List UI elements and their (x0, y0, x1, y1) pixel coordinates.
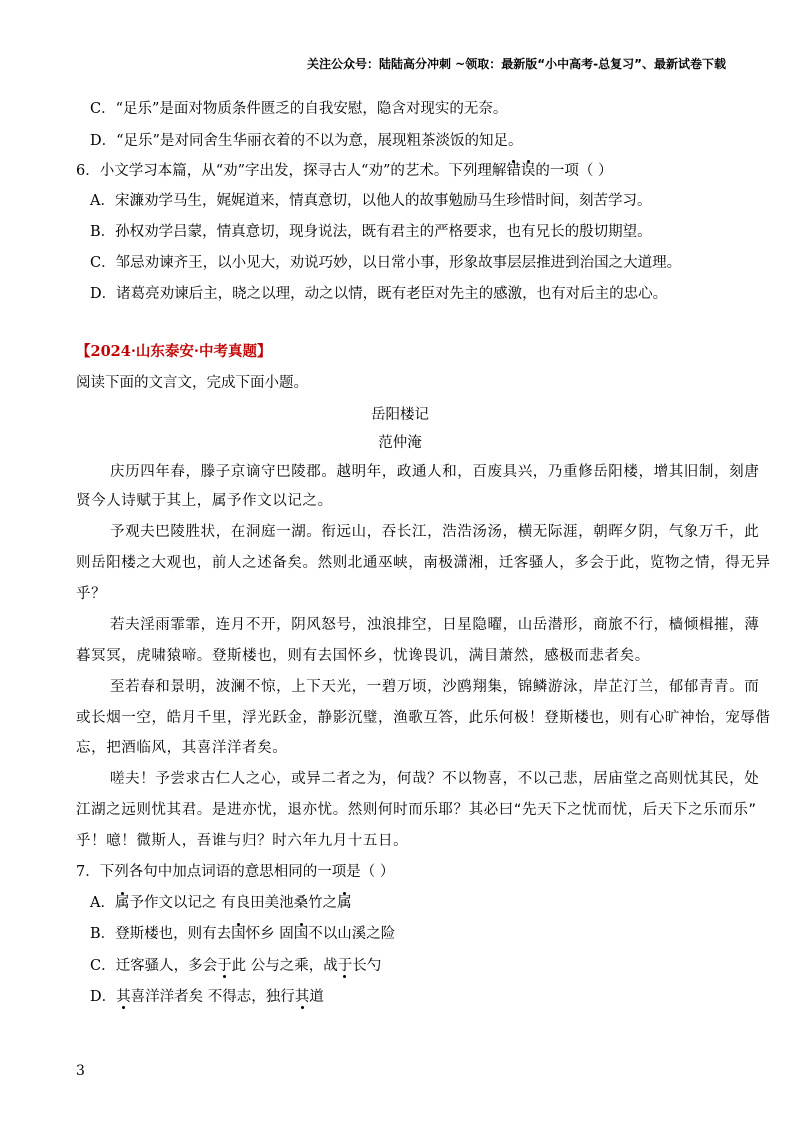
option-text: 此 公与之乘，战 (231, 958, 338, 974)
option-text: C．迁客骚人，多会 (90, 958, 218, 974)
q6-stem (76, 160, 612, 182)
q6-option-a: A．宋濂劝学马生，娓娓道来，情真意切，以他人的故事勉励马生珍惜时间，刻苦学习。 (90, 193, 652, 209)
q7-option-a (90, 892, 352, 914)
option-label: A． (90, 895, 115, 911)
page-number: 3 (76, 1063, 85, 1079)
passage-line: 若夫淫雨霏霏，连月不开，阴风怒号，浊浪排空，日星隐曜，山岳潜形，商旅不行，樯倾楫摧，薄 (110, 617, 760, 633)
q6-emphasis-1: 错 (506, 163, 521, 179)
q6-stem-pre: 6．小文学习本篇，从“劝”字出发，探寻古人“劝”的艺术。下列理解 (76, 163, 507, 179)
passage-line: 庆历四年春，滕子京谪守巴陵郡。越明年，政通人和，百废具兴，乃重修岳阳楼，增其旧制，刻唐 (110, 464, 760, 480)
q7-stem: 7．下列各句中加点词语的意思相同的一项是（ ） (76, 864, 395, 880)
q6-option-c: C．邹忌劝谏齐王，以小见大，劝说巧妙，以日常小事，形象故事层层推进到治国之大道理。 (90, 255, 682, 271)
passage-author: 范仲淹 (378, 435, 422, 451)
option-text: 长勺 (352, 958, 382, 974)
emphasis-char: 国 (231, 926, 246, 942)
emphasis-char: 属 (337, 895, 352, 911)
option-text: 怀乡 固 (245, 926, 294, 942)
passage-title: 岳阳楼记 (371, 407, 429, 423)
passage-line: 嗟夫！予尝求古仁人之心，或异二者之为，何哉？不以物喜，不以己悲，居庙堂之高则忧其民，处 (110, 771, 760, 787)
passage-line: 乎？ (76, 586, 107, 602)
passage-line: 贤今人诗赋于其上，属予作文以记之。 (76, 493, 333, 509)
option-text: 喜洋洋者矣 不得志，独行 (130, 989, 295, 1005)
q6-emphasis-2: 误 (520, 163, 536, 179)
emphasis-char: 属 (114, 895, 130, 911)
q7-option-d (90, 986, 324, 1008)
q7-option-c (90, 955, 381, 977)
emphasis-char: 其 (116, 989, 131, 1005)
passage-line: 予观夫巴陵胜状，在洞庭一湖。衔远山，吞长江，浩浩汤汤，横无际涯，朝晖夕阴，气象万千，此 (110, 524, 760, 540)
option-text: 道 (309, 989, 324, 1005)
passage-line: 至若春和景明，波澜不惊，上下天光，一碧万顷，沙鸥翔集，锦鳞游泳，岸芷汀兰，郁郁青青。而 (110, 679, 760, 695)
option-text: B．登斯楼也，则有去 (90, 926, 232, 942)
q5-option-c: C．“足乐”是面对物质条件匮乏的自我安慰，隐含对现实的无奈。 (90, 101, 508, 117)
reading-instruction: 阅读下面的文言文，完成下面小题。 (76, 375, 308, 391)
passage-line: 则岳阳楼之大观也，前人之述备矣。然则北通巫峡，南极潇湘，迁客骚人，多会于此，览物之情，得无异 (76, 555, 771, 571)
source-tag: 【2024·山东泰安·中考真题】 (76, 343, 272, 360)
page-header: 关注公众号：陆陆高分冲刺 ~领取：最新版“小中高考-总复习”、最新试卷下载 (307, 57, 726, 71)
q6-stem-post: 的一项（ ） (535, 163, 613, 179)
emphasis-char: 于 (337, 958, 353, 974)
option-text: 予作文以记之 有良田美池桑竹之 (129, 895, 338, 911)
option-text: 不以山溪之险 (308, 926, 396, 942)
q7-option-b (90, 923, 395, 945)
passage-line: 或长烟一空，皓月千里，浮光跃金，静影沉璧，渔歌互答，此乐何极！登斯楼也，则有心旷神怡，宠辱偕 (76, 710, 771, 726)
passage-line: 乎！噫！微斯人，吾谁与归？时六年九月十五日。 (76, 833, 409, 849)
passage-line: 江湖之远则忧其君。是进亦忧，退亦忧。然则何时而乐耶？其必曰“先天下之忧而忧，后天下之乐而乐” (76, 802, 757, 818)
emphasis-char: 于 (217, 958, 232, 974)
option-label: D． (90, 989, 117, 1005)
q5-option-d: D．“足乐”是对同舍生华丽衣着的不以为意，展现粗茶淡饭的知足。 (90, 133, 523, 149)
q6-option-b: B．孙权劝学吕蒙，情真意切，现身说法，既有君主的严格要求，也有兄长的殷切期望。 (90, 224, 652, 240)
passage-line: 暮冥冥，虎啸猿啼。登斯楼也，则有去国怀乡，忧谗畏讥，满目萧然，感极而悲者矣。 (76, 648, 650, 664)
emphasis-char: 其 (294, 989, 310, 1005)
emphasis-char: 国 (293, 926, 309, 942)
passage-line: 忘，把酒临风，其喜洋洋者矣。 (76, 740, 288, 756)
q6-option-d: D．诸葛亮劝谏后主，晓之以理，动之以情，既有老臣对先主的感激，也有对后主的忠心。 (90, 286, 668, 302)
